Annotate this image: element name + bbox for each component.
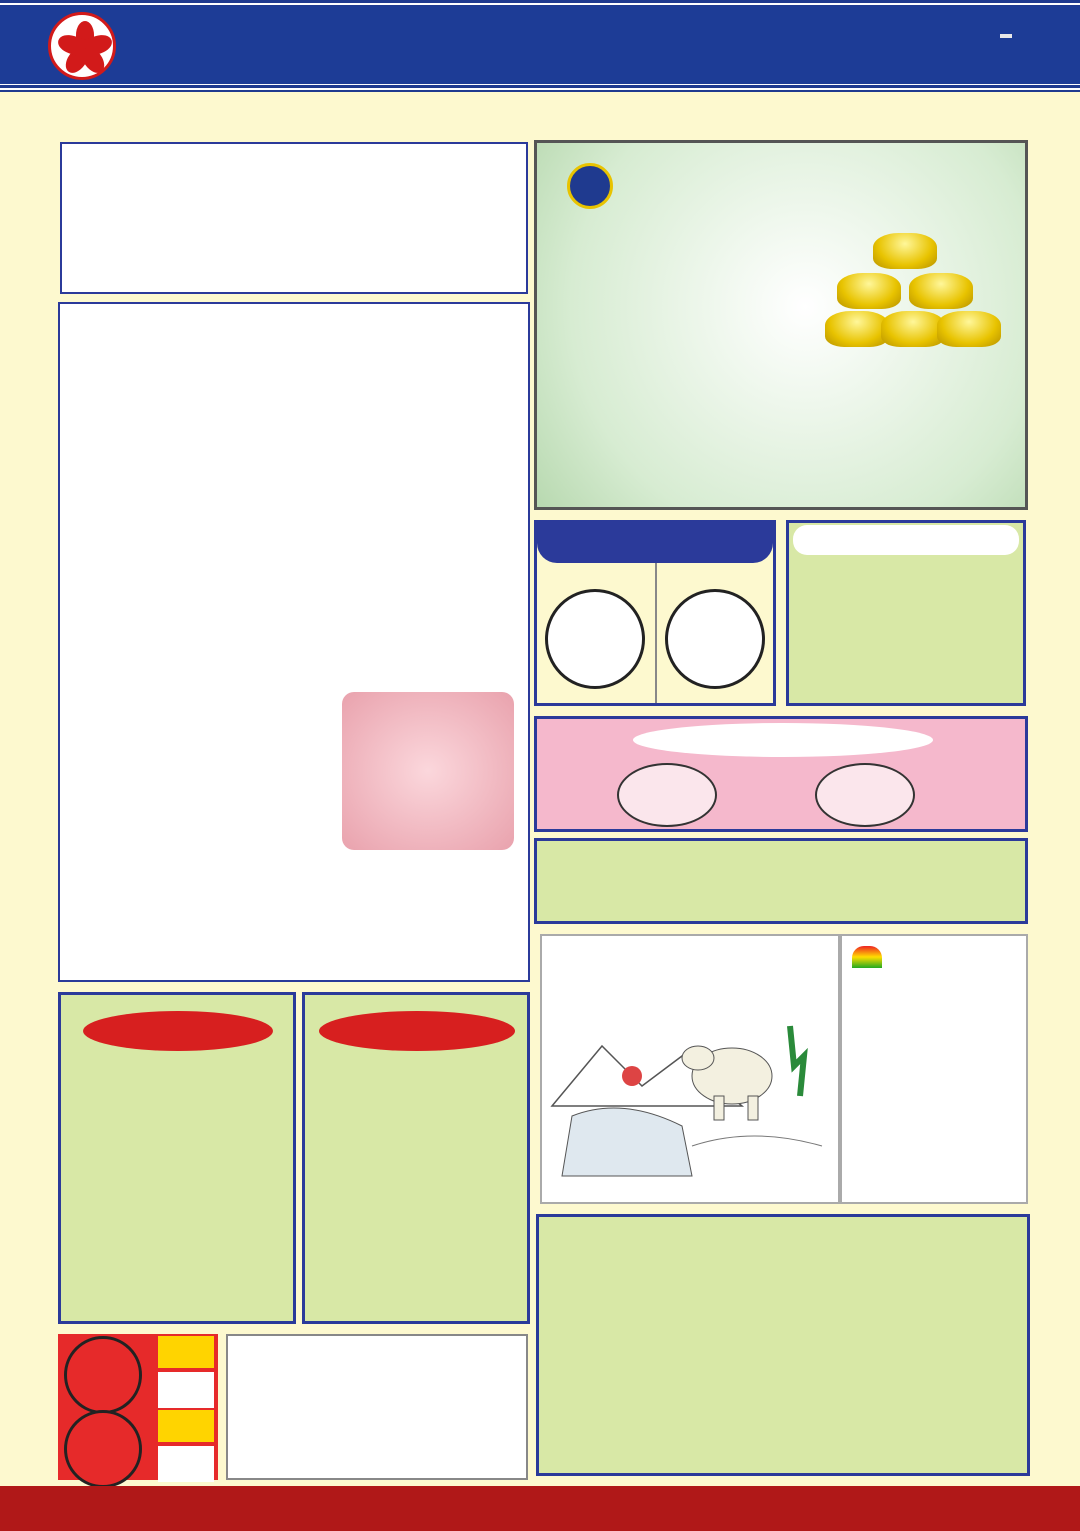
secret-picture-box [342, 692, 514, 850]
numbers-strip [534, 838, 1028, 924]
special-code-title [537, 523, 773, 563]
divider [655, 563, 657, 703]
footer-disclaimer [0, 1486, 1080, 1531]
zodiac-poem-panel [302, 992, 530, 1324]
illustration-panel [540, 934, 840, 1204]
lucky-zodiac-title [633, 723, 933, 757]
almanac-panel [536, 1214, 1030, 1476]
rat-icon [617, 763, 717, 827]
edition-label [1000, 34, 1012, 38]
draw-results-panel [786, 520, 1026, 706]
count-label-1 [158, 1336, 214, 1368]
count-value-2 [158, 1446, 214, 1482]
dragon-icon [815, 763, 915, 827]
special-small-circle [545, 589, 645, 689]
count-ball-1 [64, 1336, 142, 1414]
count-label-2 [158, 1410, 214, 1442]
gold-ingot-icon [873, 233, 937, 269]
draw-count-panel [58, 1334, 218, 1480]
header-inner [0, 6, 1080, 84]
right-decor-band [1040, 132, 1078, 1472]
special-odd-circle [665, 589, 765, 689]
gold-ingot-icon [937, 311, 1001, 347]
gold-ingot-icon [837, 273, 901, 309]
gold-ingot-icon [825, 311, 889, 347]
polar-bear-illustration [542, 936, 838, 1202]
rainbow-icon [852, 946, 882, 968]
gold-tips-panel [226, 1334, 528, 1480]
hero-banner [534, 140, 1028, 510]
yizi-panel [840, 934, 1028, 1204]
lucky-zodiac-panel [534, 716, 1028, 832]
tema-title [83, 1011, 273, 1051]
zodiac-poem-title [319, 1011, 515, 1051]
tema-panel [58, 992, 296, 1324]
left-decor-band [2, 132, 40, 1472]
count-value-1 [158, 1372, 214, 1408]
meeting-panel [58, 302, 530, 982]
hk-emblem-icon [48, 12, 116, 80]
draw-results-title [793, 525, 1019, 555]
gold-ingot-icon [909, 273, 973, 309]
count-ball-2 [64, 1410, 142, 1488]
special-code-panel [534, 520, 776, 706]
gold-ingot-icon [881, 311, 945, 347]
jockey-club-logo-icon [567, 163, 613, 209]
top-decor-band [0, 96, 1080, 132]
hot-cold-table-panel [60, 142, 528, 294]
